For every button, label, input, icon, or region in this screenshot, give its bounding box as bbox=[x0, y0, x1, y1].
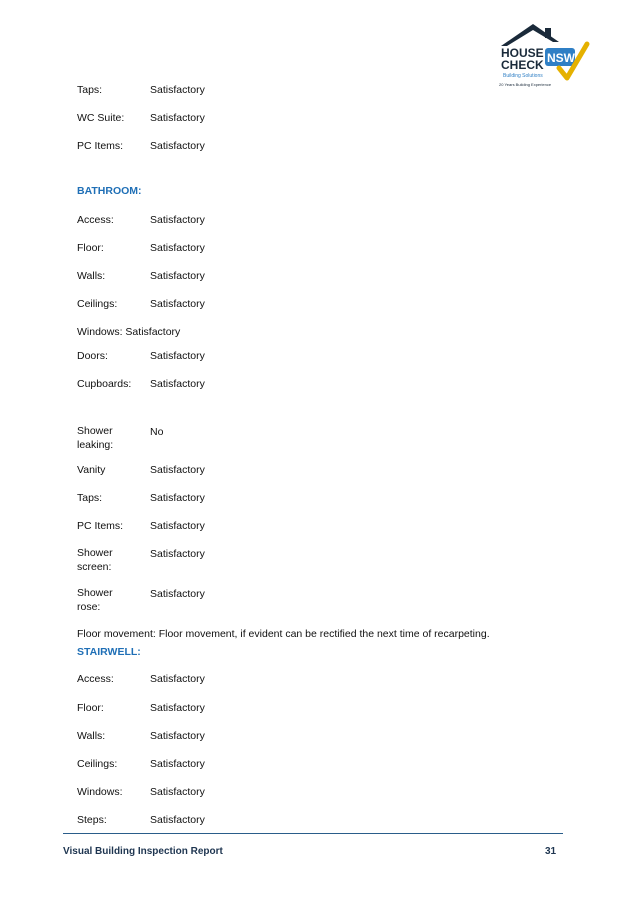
row-value: Satisfactory bbox=[150, 378, 205, 390]
row-label: Walls: bbox=[77, 730, 106, 742]
row-value: Satisfactory bbox=[150, 786, 205, 798]
row-value: Satisfactory bbox=[150, 242, 205, 254]
row-value: Satisfactory bbox=[150, 112, 205, 124]
row-value: Satisfactory bbox=[150, 270, 205, 282]
shower-leaking-label-2: leaking: bbox=[77, 439, 114, 451]
row-value: Satisfactory bbox=[150, 298, 205, 310]
row-value: Satisfactory bbox=[150, 702, 205, 714]
row-value: Satisfactory bbox=[150, 464, 205, 476]
row-label: Steps: bbox=[77, 814, 107, 826]
shower-rose-label-1: Shower bbox=[77, 587, 113, 599]
row-label: Taps: bbox=[77, 492, 103, 504]
bathroom-heading: BATHROOM: bbox=[77, 185, 142, 197]
logo-badge: NSW bbox=[547, 51, 575, 65]
row-value: Satisfactory bbox=[150, 814, 205, 826]
row-value: Satisfactory bbox=[150, 492, 205, 504]
logo-line1: HOUSE bbox=[501, 46, 544, 60]
footer-title: Visual Building Inspection Report bbox=[63, 846, 223, 857]
row-label: PC Items: bbox=[77, 140, 124, 152]
stairwell-heading: STAIRWELL: bbox=[77, 646, 141, 658]
row-label: Taps: bbox=[77, 84, 103, 96]
shower-screen-label-1: Shower bbox=[77, 547, 113, 559]
housecheck-logo-graphic bbox=[493, 20, 593, 90]
row-label: Windows: bbox=[77, 786, 123, 798]
row-value: Satisfactory bbox=[150, 758, 205, 770]
footer-divider bbox=[63, 833, 563, 834]
row-label: Ceilings: bbox=[77, 298, 118, 310]
housecheck-logo bbox=[493, 20, 593, 90]
shower-leaking-value: No bbox=[150, 426, 164, 438]
row-value: Satisfactory bbox=[150, 730, 205, 742]
row-value: Satisfactory bbox=[150, 84, 205, 96]
row-label: Floor: bbox=[77, 242, 104, 254]
row-label: PC Items: bbox=[77, 520, 124, 532]
row-label: Ceilings: bbox=[77, 758, 118, 770]
logo-line2: CHECK bbox=[501, 58, 544, 72]
row-value: Satisfactory bbox=[150, 140, 205, 152]
row-value: Satisfactory bbox=[150, 350, 205, 362]
row-value: Satisfactory bbox=[150, 673, 205, 685]
shower-leaking-label-1: Shower bbox=[77, 425, 113, 437]
floor-movement-note: Floor movement: Floor movement, if evident can be rectified the next time of recarpeting. bbox=[77, 628, 490, 640]
row-label: Walls: bbox=[77, 270, 106, 282]
row-label: Doors: bbox=[77, 350, 108, 362]
shower-rose-value: Satisfactory bbox=[150, 588, 205, 600]
logo-tagline: Building Solutions bbox=[503, 73, 543, 79]
row-label: Access: bbox=[77, 673, 114, 685]
row-value: Satisfactory bbox=[150, 520, 205, 532]
shower-rose-label-2: rose: bbox=[77, 601, 101, 613]
row-label: Cupboards: bbox=[77, 378, 132, 390]
windows-line: Windows: Satisfactory bbox=[77, 326, 181, 338]
logo-subline: 20 Years Building Experience bbox=[499, 82, 552, 87]
row-label: WC Suite: bbox=[77, 112, 125, 124]
page-number: 31 bbox=[545, 846, 557, 857]
row-label: Floor: bbox=[77, 702, 104, 714]
shower-screen-label-2: screen: bbox=[77, 561, 112, 573]
row-label: Access: bbox=[77, 214, 114, 226]
shower-screen-value: Satisfactory bbox=[150, 548, 205, 560]
row-value: Satisfactory bbox=[150, 214, 205, 226]
row-label: Vanity bbox=[77, 464, 106, 476]
